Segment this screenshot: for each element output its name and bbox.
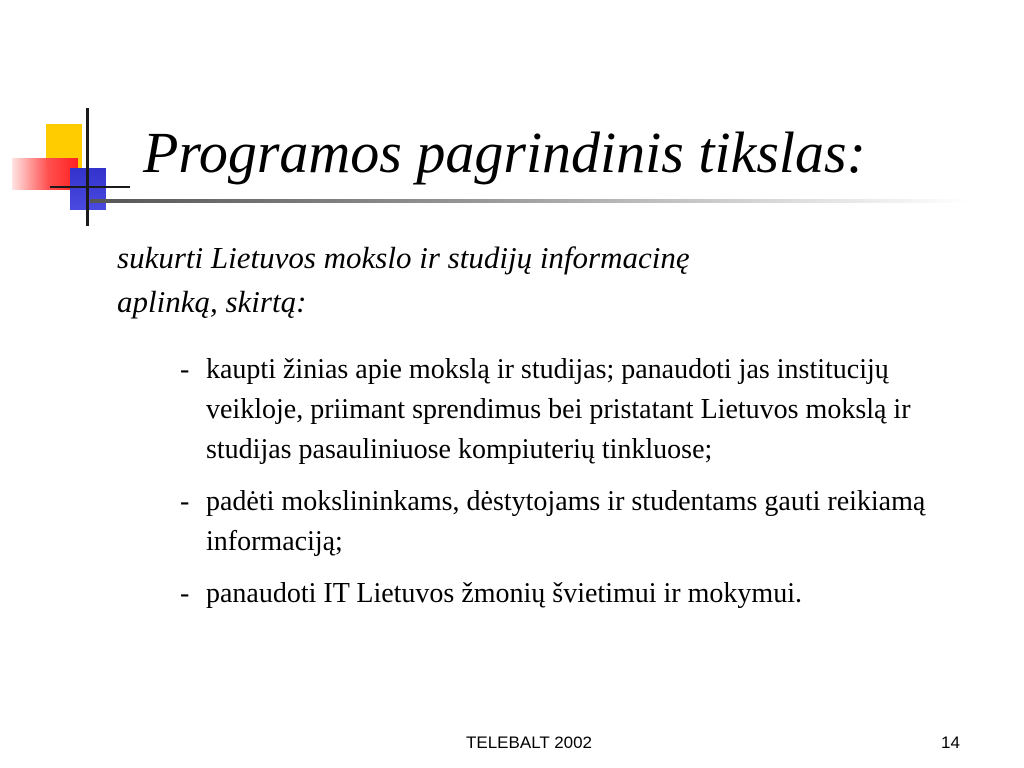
bullet-text: kaupti žinias apie mokslą ir studijas; panaudoti jas institucijų veikloje, priimant sprendimus bei pristatant Lietuvos mokslą ir studijas pasauliniuose kompiuterių tinkluose; bbox=[206, 354, 911, 465]
footer-presentation-name: TELEBALT 2002 bbox=[466, 733, 593, 752]
footer-page-number: 14 bbox=[941, 733, 960, 752]
horizontal-line-decoration bbox=[50, 186, 130, 188]
bullet-list bbox=[178, 350, 978, 614]
bullet-dash: - bbox=[180, 578, 190, 609]
bullet-text: padėti mokslininkams, dėstytojams ir studentams gauti reikiamą informaciją; bbox=[206, 486, 926, 557]
intro-line-1: sukurti Lietuvos mokslo ir studijų informacinę bbox=[117, 240, 690, 275]
bullet-text: panaudoti IT Lietuvos žmonių švietimui ir mokymui. bbox=[206, 578, 802, 609]
slide-title: Programos pagrindinis tikslas: bbox=[143, 120, 866, 185]
slide-logo-graphic bbox=[0, 0, 140, 230]
bullet-dash: - bbox=[180, 354, 190, 385]
title-underline-rule bbox=[90, 199, 970, 203]
intro-text bbox=[117, 236, 917, 324]
bullet-item bbox=[178, 482, 978, 562]
bullet-item bbox=[178, 574, 978, 614]
vertical-line-decoration bbox=[86, 108, 89, 226]
intro-line-2: aplinką, skirtą: bbox=[117, 284, 307, 319]
bullet-dash: - bbox=[180, 486, 190, 517]
bullet-item bbox=[178, 350, 978, 470]
